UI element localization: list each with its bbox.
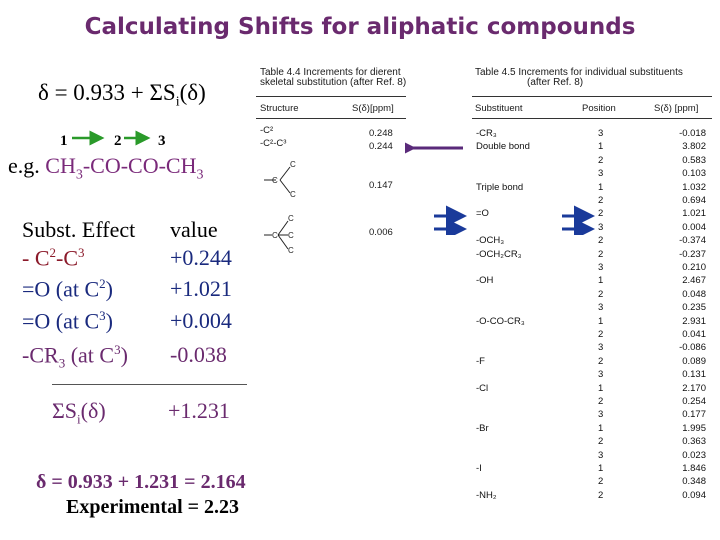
table44-rule-header: [256, 118, 406, 119]
effect-subst: =O (at C: [22, 276, 100, 302]
table45-position: 3: [598, 449, 604, 461]
table45-position: 2: [598, 248, 604, 260]
table45-substituent: Double bond: [476, 141, 530, 153]
svg-text:C: C: [272, 231, 278, 240]
table45-shift: 1.021: [682, 208, 706, 220]
sup: 2: [99, 276, 106, 291]
table45-shift: 0.235: [682, 302, 706, 314]
example-prefix: e.g.: [8, 153, 46, 178]
mol-b: -CO-CO-CH: [82, 153, 197, 178]
table45-position: 1: [598, 315, 604, 327]
table45-shift: 0.094: [682, 489, 706, 501]
header-subst: Subst. Effect: [22, 217, 136, 242]
table45-shift: 2.931: [682, 315, 706, 327]
table45-substituent: -O-CO-CR₃: [476, 315, 525, 327]
table45-substituent: -OCH₃: [476, 235, 505, 247]
table45-shift: -0.086: [679, 342, 706, 354]
table45-shift: 0.048: [682, 288, 706, 300]
cr3-sup: 3: [114, 342, 121, 357]
svg-text:C: C: [272, 176, 278, 185]
table45-caption-2: (after Ref. 8): [527, 77, 584, 88]
table45-position: 1: [598, 463, 604, 474]
table45-col-pos: Position: [582, 103, 616, 114]
mol-b-sub: 3: [196, 167, 204, 183]
table45-shift: 1.032: [682, 181, 706, 193]
table45-position: 1: [598, 382, 604, 394]
table45-position: 2: [598, 396, 604, 407]
effect-row-2: [22, 276, 113, 302]
table44-value-4: 0.006: [369, 227, 393, 238]
position-number-2: 2: [114, 133, 122, 149]
table44-value-1: 0.248: [369, 128, 393, 139]
table45-position: 1: [598, 275, 604, 287]
table44-caption-2: skeletal substitution (after Ref. 8): [260, 77, 407, 88]
sup: 3: [78, 245, 85, 260]
table45-col-subst: Substituent: [475, 103, 523, 114]
table45-shift: 0.023: [682, 449, 706, 461]
effect-value-3: +0.004: [170, 308, 232, 333]
table45-shift: 2.170: [682, 382, 706, 394]
sum-value: +1.231: [168, 398, 230, 423]
table45-caption: [475, 68, 683, 88]
sum-label: [52, 398, 106, 427]
table45-shift: 0.348: [682, 476, 706, 488]
table45-position: 2: [598, 288, 604, 300]
table45-shift: 0.210: [682, 262, 706, 273]
table45-substituent: -F: [476, 355, 485, 367]
table44-struct-2: -C²-C³: [260, 138, 287, 149]
sum-label-post: (δ): [80, 398, 106, 423]
table44-value-3: 0.147: [369, 180, 393, 191]
position-number-1: 1: [60, 133, 68, 149]
table45-position: 3: [598, 369, 604, 381]
cr3-post: ): [120, 342, 128, 368]
slide-title: Calculating Shifts for aliphatic compounds: [84, 14, 636, 40]
cr3-mid: (at C: [65, 342, 115, 368]
table45-substituent: -I: [476, 463, 482, 474]
table45-shift: 2.467: [682, 275, 706, 287]
effect-row-3: [22, 308, 113, 334]
example-molecule: [8, 153, 204, 183]
table45-substituent: =O: [476, 208, 489, 220]
experimental-value: Experimental = 2.23: [66, 496, 240, 518]
table45-substituent: -OCH₂CR₃: [476, 248, 522, 260]
table45-substituent: -Br: [476, 422, 489, 434]
table45-position: 1: [598, 141, 604, 153]
table45-position: 3: [598, 128, 604, 139]
table44-struct-1: -C²: [260, 125, 274, 136]
sum-divider: [52, 384, 247, 385]
table45-position: 3: [598, 409, 604, 421]
table45-shift: 0.041: [682, 329, 706, 340]
cr3-pre: -CR: [22, 342, 59, 368]
table44-value-2: 0.244: [369, 141, 393, 152]
table45-position: 2: [598, 235, 604, 247]
table45-position: 2: [598, 329, 604, 340]
effect-row-1: [22, 245, 85, 271]
table45-substituent: -NH₂: [476, 489, 497, 501]
table45-rule-top: [472, 96, 712, 97]
table45-shift: 0.177: [682, 409, 706, 421]
table45-position: 3: [598, 342, 604, 354]
table44-caption: [260, 68, 406, 88]
position-number-3: 3: [158, 133, 166, 149]
effect-subst: =O (at C: [22, 308, 100, 334]
arrow-blue-right: [560, 205, 600, 235]
effect-row-cr3: [22, 342, 128, 372]
table45-substituent: -OH: [476, 275, 494, 287]
table45-rule-header: [472, 118, 712, 119]
sum-label-pre: ΣS: [52, 398, 78, 423]
arrow-blue-left: [432, 205, 472, 235]
table45-position: 3: [598, 302, 604, 314]
table45-position: 3: [598, 168, 604, 180]
arrow-purple: [405, 140, 465, 156]
formula-lhs: δ = 0.933 + ΣS: [38, 80, 176, 105]
mol-a-sub: 3: [75, 167, 83, 183]
table45-shift: 3.802: [682, 141, 706, 153]
table44-caption-1: Table 4.4 Increments for dierent: [260, 67, 401, 78]
table45-position: 2: [598, 355, 604, 367]
table45-shift: 0.694: [682, 195, 706, 206]
table45-shift: 0.004: [682, 221, 706, 233]
cr3-sub: 3: [58, 355, 66, 371]
header-value: value: [170, 217, 218, 242]
table44-structures: [258, 155, 308, 265]
table45-shift: 0.583: [682, 154, 706, 166]
svg-text:C: C: [288, 231, 294, 240]
svg-text:C: C: [290, 160, 296, 169]
effect-value-2: +1.021: [170, 276, 232, 301]
table45-position: 1: [598, 422, 604, 434]
table45-substituent: -CR₃: [476, 128, 497, 139]
table45-position: 2: [598, 208, 604, 220]
svg-text:C: C: [288, 214, 294, 223]
table45-shift: 1.995: [682, 422, 706, 434]
table45-substituent: Triple bond: [476, 181, 524, 193]
formula-sub: i: [175, 94, 180, 110]
formula-rhs: (δ): [179, 80, 206, 105]
effect-value-1: +0.244: [170, 245, 232, 270]
table45-caption-1: Table 4.5 Increments for individual substituents: [475, 67, 683, 78]
table45-position: 2: [598, 154, 604, 166]
table44-col-structure: Structure: [260, 103, 299, 114]
effect-value-cr3: -0.038: [170, 342, 227, 367]
effect-subst-mid: -C: [56, 245, 78, 271]
table45-position: 1: [598, 181, 604, 193]
sum-label-sub: i: [77, 411, 81, 427]
shift-formula: [38, 80, 206, 111]
sup: 3: [99, 308, 106, 323]
table45-shift: 0.131: [682, 369, 706, 381]
table44-rule-top: [256, 96, 406, 97]
table45-shift: 0.254: [682, 396, 706, 407]
svg-text:C: C: [290, 190, 296, 199]
table45-position: 2: [598, 195, 604, 206]
position-arrows: [70, 130, 160, 146]
calc-line: δ = 0.933 + 1.231 = 2.164: [36, 471, 246, 493]
effect-subst-mid: ): [105, 308, 113, 334]
table45-substituent: -Cl: [476, 382, 489, 394]
table45-position: 2: [598, 436, 604, 448]
effect-subst-mid: ): [105, 276, 113, 302]
effect-subst: - C: [22, 245, 50, 271]
table45-shift: -0.018: [679, 128, 706, 139]
table45-shift: 0.363: [682, 436, 706, 448]
table45-shift: 0.089: [682, 355, 706, 367]
table45-position: 3: [598, 262, 604, 273]
table45-shift: -0.374: [679, 235, 706, 247]
table45-col-shift: S(δ) [ppm]: [654, 103, 699, 114]
table45-shift: 0.103: [682, 168, 706, 180]
table45-position: 3: [598, 221, 604, 233]
table44-col-shift: S(δ)[ppm]: [352, 103, 394, 114]
mol-a: CH: [45, 153, 76, 178]
table45-position: 2: [598, 476, 604, 488]
table45-shift: 1.846: [682, 463, 706, 474]
table45-position: 2: [598, 489, 604, 501]
table45-shift: -0.237: [679, 248, 706, 260]
svg-text:C: C: [288, 246, 294, 255]
sup: 2: [49, 245, 56, 260]
